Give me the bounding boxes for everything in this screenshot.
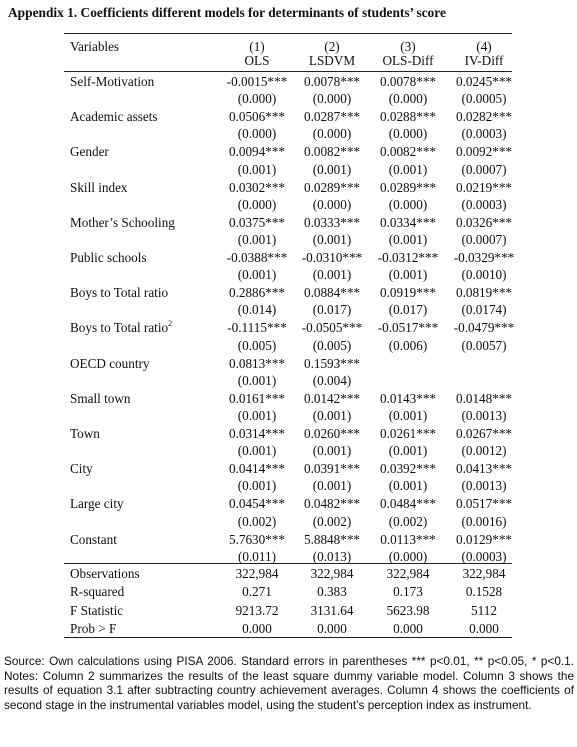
table-row	[64, 390, 512, 407]
column-model-name: IV-Diff	[464, 53, 504, 68]
standard-error: (0.000)	[312, 91, 352, 107]
standard-error: (0.006)	[388, 337, 428, 353]
stat-value: 0.000	[317, 620, 347, 636]
variable-name: City	[70, 461, 93, 477]
variable-name: Boys to Total ratio	[70, 285, 169, 301]
variable-name: Mother’s Schooling	[70, 214, 175, 230]
stats-row	[64, 565, 512, 582]
table-row	[64, 249, 515, 266]
table-row	[64, 531, 512, 548]
variable-name: Constant	[70, 531, 117, 547]
standard-error: (0.004)	[312, 372, 352, 388]
standard-error: (0.000)	[237, 196, 277, 212]
table-note: Source: Own calculations using PISA 2006. Standard errors in parentheses *** p<0.01, ** p<0.05, * p<0.1. Notes: Column 2 summarizes the results of the least square dummy variable model. Column 3 shows the results of equation 3.1 after subtracting country achievement averages. Column 4 shows the coefficients of second stage in the instrumental variables model, using the student’s perception index as instrument.	[4, 654, 574, 713]
table-row	[64, 179, 512, 196]
coefficient: 0.0261***	[379, 426, 437, 441]
coefficient: 0.1593***	[303, 355, 361, 371]
standard-error: (0.001)	[312, 443, 352, 459]
stat-value: 0.173	[393, 584, 423, 600]
table-row	[64, 319, 515, 336]
coefficient: 0.0161***	[228, 390, 286, 406]
standard-error: (0.001)	[237, 232, 277, 247]
table-row-se	[64, 161, 512, 178]
coefficient: 0.0375***	[228, 214, 286, 230]
standard-error: (0.001)	[312, 408, 352, 423]
standard-error: (0.001)	[237, 161, 277, 177]
stat-value: 0.383	[317, 584, 347, 600]
standard-error: (0.0003)	[461, 126, 507, 142]
coefficient: 0.0919***	[379, 285, 437, 301]
variable-name: Gender	[70, 144, 109, 160]
stat-name: Observations	[70, 566, 140, 581]
stat-value: 5623.98	[386, 602, 430, 618]
column-number: (1)	[249, 39, 265, 54]
table-row-se	[64, 513, 512, 530]
coefficient: 0.0267***	[455, 426, 513, 441]
coefficient: 0.0391***	[303, 461, 361, 477]
stat-value: 0.000	[469, 620, 499, 636]
stats-row	[64, 620, 512, 637]
standard-error: (0.000)	[312, 126, 352, 142]
standard-error: (0.001)	[237, 267, 277, 283]
coefficient: 0.0219***	[455, 179, 513, 195]
standard-error: (0.0003)	[461, 548, 507, 564]
column-number: (4)	[476, 39, 492, 54]
header-row-models	[64, 52, 512, 69]
header-rule	[64, 71, 512, 72]
standard-error: (0.005)	[237, 337, 277, 353]
table-row	[64, 214, 512, 231]
table-row-se	[64, 231, 512, 248]
standard-error: (0.0174)	[461, 302, 507, 318]
stat-value: 3131.64	[310, 602, 354, 618]
table-row	[64, 355, 512, 372]
table-row	[64, 425, 512, 442]
table-row-se	[64, 266, 512, 283]
coefficient: 0.0334***	[379, 214, 437, 230]
standard-error: (0.000)	[237, 126, 277, 142]
stat-name: Prob > F	[70, 620, 117, 636]
coefficient: 0.0454***	[228, 496, 286, 512]
standard-error: (0.001)	[312, 161, 352, 177]
bottom-rule	[64, 637, 512, 638]
stat-value: 9213.72	[235, 602, 279, 618]
standard-error: (0.0057)	[461, 337, 507, 353]
standard-error: (0.002)	[312, 513, 352, 529]
coefficient: 0.0142***	[303, 390, 361, 406]
standard-error: (0.013)	[312, 548, 352, 564]
coefficient: -0.0479***	[453, 320, 515, 336]
standard-error: (0.001)	[237, 478, 277, 494]
coefficient: -0.0329***	[453, 250, 515, 265]
coefficient: -0.0388***	[226, 250, 288, 265]
column-model-name: OLS	[244, 53, 270, 68]
standard-error: (0.001)	[388, 443, 428, 459]
variable-superscript: 2	[168, 319, 173, 328]
standard-error: (0.001)	[388, 161, 428, 177]
stat-value: 0.1528	[465, 584, 503, 600]
variable-name: Small town	[70, 390, 131, 406]
coefficient: 0.0413***	[455, 461, 513, 477]
column-model-name: LSDVM	[308, 53, 356, 68]
top-rule	[64, 33, 512, 34]
stat-value: 0.271	[242, 584, 272, 600]
variable-name: Self-Motivation	[70, 74, 155, 89]
variable-name: Public schools	[70, 250, 147, 265]
standard-error: (0.000)	[388, 548, 428, 564]
stat-value: 322,984	[235, 566, 279, 581]
coefficient: 0.0143***	[379, 390, 437, 406]
column-number: (2)	[324, 39, 340, 54]
coefficient: -0.0505***	[301, 320, 363, 336]
coefficient: 0.0482***	[303, 496, 361, 512]
standard-error: (0.001)	[388, 478, 428, 494]
table-row-se	[64, 90, 512, 107]
coefficient: 0.0884***	[303, 285, 361, 301]
coefficient: 0.0392***	[379, 461, 437, 477]
coefficient: -0.0015***	[226, 74, 288, 89]
coefficient: 0.0484***	[379, 496, 437, 512]
coefficient: 0.0333***	[303, 214, 361, 230]
coefficient: 0.0129***	[455, 531, 513, 547]
table-row-se	[64, 548, 512, 565]
variable-name: OECD country	[70, 355, 150, 371]
coefficient: -0.0517***	[377, 320, 439, 336]
variable-name: Skill index	[70, 179, 128, 195]
coefficient: 0.0082***	[379, 144, 437, 160]
standard-error: (0.014)	[237, 302, 277, 318]
stat-value: 322,984	[310, 566, 354, 581]
table-row-se	[64, 372, 512, 389]
coefficient: 0.0517***	[455, 496, 513, 512]
standard-error: (0.000)	[312, 196, 352, 212]
table-row-se	[64, 337, 512, 354]
standard-error: (0.005)	[312, 337, 352, 353]
standard-error: (0.001)	[237, 408, 277, 423]
coefficient: 0.0302***	[228, 179, 286, 195]
standard-error: (0.0007)	[461, 232, 507, 247]
standard-error: (0.002)	[388, 513, 428, 529]
variable-name: Town	[70, 426, 100, 441]
coefficient: 0.0414***	[228, 461, 286, 477]
standard-error: (0.001)	[388, 267, 428, 283]
standard-error: (0.0016)	[461, 513, 507, 529]
variable-name: Boys to Total ratio$^2$	[70, 319, 173, 336]
coefficient: 0.0287***	[303, 109, 361, 125]
coefficient: 0.0819***	[455, 285, 513, 301]
standard-error: (0.001)	[312, 232, 352, 247]
stat-value: 322,984	[386, 566, 430, 581]
coefficient: 0.0813***	[228, 355, 286, 371]
standard-error: (0.001)	[388, 408, 428, 423]
coefficient: 0.0078***	[379, 74, 437, 89]
standard-error: (0.0007)	[461, 161, 507, 177]
table-row-se	[64, 301, 512, 318]
table-row-se	[64, 442, 512, 459]
table-row-se	[64, 477, 512, 494]
coefficient: 0.0288***	[379, 109, 437, 125]
standard-error: (0.017)	[312, 302, 352, 318]
coefficient: 0.0078***	[303, 74, 361, 89]
coefficient: 0.0094***	[228, 144, 286, 160]
table-row	[64, 284, 512, 301]
coefficient: 0.0148***	[455, 390, 513, 406]
standard-error: (0.001)	[237, 443, 277, 459]
table-title: Appendix 1. Coefficients different models for determinants of students’ score	[8, 5, 446, 20]
stat-value: 0.000	[393, 620, 423, 636]
coefficient: 5.7630***	[228, 531, 286, 547]
standard-error: (0.0005)	[461, 91, 507, 107]
coefficient: -0.0310***	[301, 250, 363, 265]
table-row	[64, 495, 512, 512]
stat-value: 5112	[471, 602, 497, 618]
column-model-name: OLS-Diff	[382, 53, 434, 68]
standard-error: (0.000)	[388, 126, 428, 142]
coefficient: 0.0082***	[303, 144, 361, 160]
variables-header: Variables	[70, 39, 120, 54]
coefficient: 0.0289***	[379, 179, 437, 195]
table-row	[64, 108, 512, 125]
variable-name: Large city	[70, 496, 124, 512]
standard-error: (0.001)	[312, 478, 352, 494]
standard-error: (0.0012)	[461, 443, 507, 459]
coefficient: 0.0245***	[455, 74, 513, 89]
stat-name: R-squared	[70, 584, 125, 600]
column-number: (3)	[400, 39, 416, 54]
coefficient: -0.1115***	[227, 320, 287, 336]
stat-name: F Statistic	[70, 602, 124, 618]
standard-error: (0.017)	[388, 302, 428, 318]
coefficient: 0.0113***	[380, 531, 436, 547]
coefficient: 0.0326***	[455, 214, 513, 230]
variable-name: Academic assets	[70, 109, 158, 125]
coefficient: 0.0289***	[303, 179, 361, 195]
standard-error: (0.000)	[388, 91, 428, 107]
stats-row	[64, 602, 512, 619]
standard-error: (0.000)	[237, 91, 277, 107]
standard-error: (0.0013)	[461, 478, 507, 494]
table-row	[64, 73, 512, 90]
coefficient: 0.2886***	[228, 285, 286, 301]
standard-error: (0.001)	[237, 372, 277, 388]
coefficient: 0.0506***	[228, 109, 286, 125]
stats-row	[64, 583, 512, 600]
standard-error: (0.0003)	[461, 196, 507, 212]
coefficient: 0.0092***	[455, 144, 513, 160]
table-row-se	[64, 196, 512, 213]
coefficient: 0.0282***	[455, 109, 513, 125]
stat-value: 322,984	[462, 566, 506, 581]
coefficient: 5.8848***	[303, 531, 361, 547]
coefficient: 0.0260***	[303, 426, 361, 441]
standard-error: (0.000)	[388, 196, 428, 212]
standard-error: (0.001)	[312, 267, 352, 283]
standard-error: (0.002)	[237, 513, 277, 529]
coefficient: 0.0314***	[228, 426, 286, 441]
table-row	[64, 143, 512, 160]
standard-error: (0.011)	[238, 548, 276, 564]
coefficient: -0.0312***	[377, 250, 439, 265]
standard-error: (0.001)	[388, 232, 428, 247]
table-row-se	[64, 125, 512, 142]
standard-error: (0.0010)	[461, 267, 507, 283]
stat-value: 0.000	[242, 620, 272, 636]
table-row-se	[64, 407, 512, 424]
standard-error: (0.0013)	[461, 408, 507, 423]
table-row	[64, 460, 512, 477]
